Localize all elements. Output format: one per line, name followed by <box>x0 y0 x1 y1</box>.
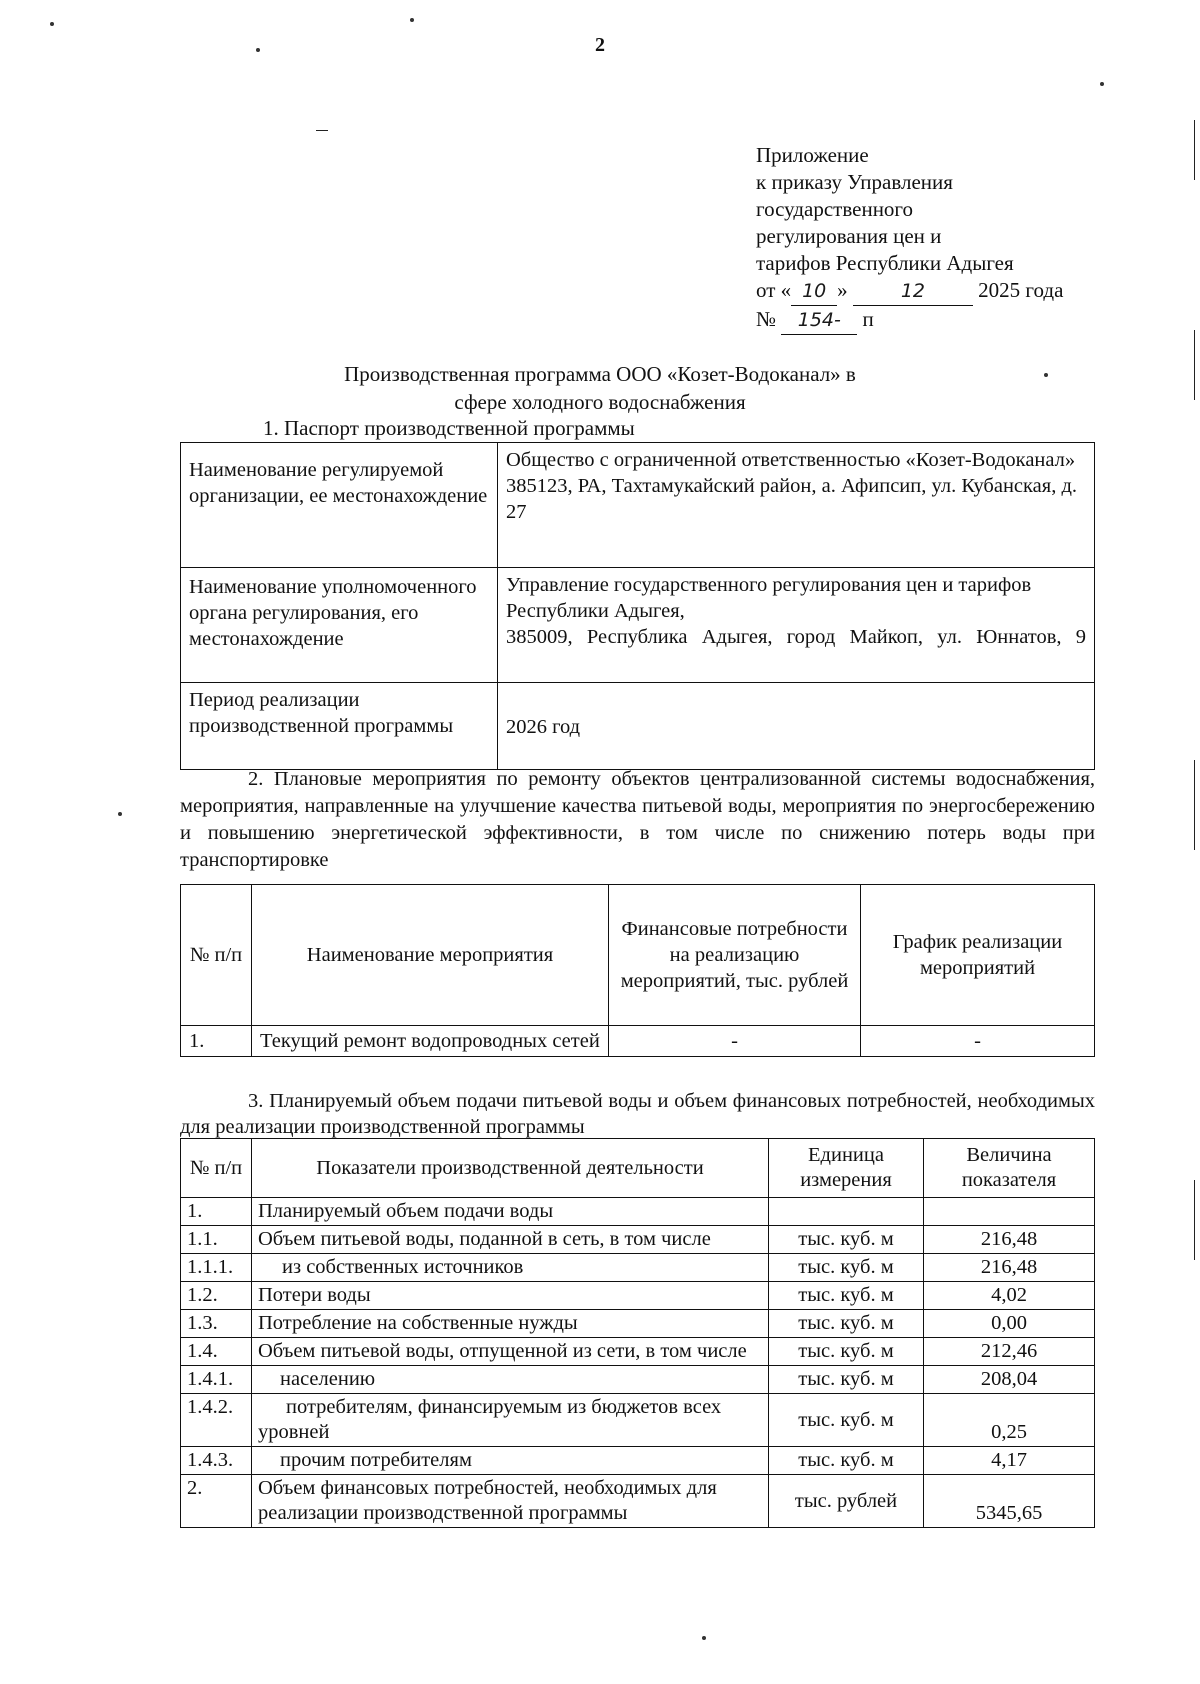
col-header-name: Показатели производственной деятельности <box>252 1139 769 1198</box>
section1-caption: 1. Паспорт производственной программы <box>263 416 635 440</box>
activities-table <box>180 884 1095 1057</box>
cell-num: 1.4.3. <box>181 1447 252 1475</box>
cell-value: 0,25 <box>924 1394 1095 1447</box>
cell-unit: тыс. рублей <box>769 1475 924 1528</box>
date-mid: » <box>837 278 848 302</box>
cell-unit: тыс. куб. м <box>769 1447 924 1475</box>
passport-value <box>498 443 1095 568</box>
cell-num: 2. <box>181 1475 252 1528</box>
appendix-block <box>756 142 1063 335</box>
scan-edge-mark <box>1194 120 1195 180</box>
col-header-finance: Финансовые потребности на реализацию мероприятий, тыс. рублей <box>609 885 861 1026</box>
passport-value-line: Общество с ограниченной ответственностью «Козет-Водоканал» <box>506 449 1076 471</box>
indicators-table <box>180 1138 1095 1528</box>
table-row <box>181 1282 1095 1310</box>
table-row <box>181 1447 1095 1475</box>
col-header-num: № п/п <box>181 885 252 1026</box>
passport-value-line: 2026 год <box>506 716 581 738</box>
scan-edge-mark <box>1194 1180 1195 1260</box>
cell-num: 1. <box>181 1026 252 1057</box>
cell-value: 4,17 <box>924 1447 1095 1475</box>
cell-name: Планируемый объем подачи воды <box>252 1198 769 1226</box>
cell-name: населению <box>252 1366 769 1394</box>
cell-value: 208,04 <box>924 1366 1095 1394</box>
cell-num: 1.2. <box>181 1282 252 1310</box>
scan-speck <box>410 18 414 22</box>
cell-name: из собственных источников <box>252 1254 769 1282</box>
passport-label: Наименование уполномоченного органа регулирования, его местонахождение <box>181 568 498 683</box>
scan-edge-mark <box>1194 760 1195 850</box>
col-header-name: Наименование мероприятия <box>252 885 609 1026</box>
cell-name: Объем финансовых потребностей, необходимых для реализации производственной программы <box>252 1475 769 1528</box>
date-prefix: от « <box>756 278 792 302</box>
cell-num: 1.1.1. <box>181 1254 252 1282</box>
table-row <box>181 1254 1095 1282</box>
cell-value: 0,00 <box>924 1310 1095 1338</box>
cell-value: 216,48 <box>924 1254 1095 1282</box>
cell-value: 216,48 <box>924 1226 1095 1254</box>
program-title-line: Производственная программа ООО «Козет-Водоканал» в <box>344 362 856 386</box>
cell-schedule: - <box>861 1026 1095 1057</box>
passport-value-line: 385009, Республика Адыгея, город Майкоп, ул. Юннатов, 9 <box>506 626 1086 648</box>
cell-unit: тыс. куб. м <box>769 1310 924 1338</box>
program-title-line: сфере холодного водоснабжения <box>454 390 746 414</box>
number-handwritten: 154- <box>781 307 857 335</box>
scan-dash <box>316 130 328 131</box>
cell-name: Текущий ремонт водопроводных сетей <box>252 1026 609 1057</box>
table-row <box>181 1366 1095 1394</box>
table-row <box>181 1026 1095 1057</box>
program-title <box>0 360 1200 416</box>
cell-num: 1.3. <box>181 1310 252 1338</box>
passport-label: Период реализации производственной программы <box>181 683 498 770</box>
appendix-line: Приложение <box>756 143 869 167</box>
table-row <box>181 1394 1095 1447</box>
section2-paragraph: 2. Плановые мероприятия по ремонту объектов централизованной системы водоснабжения, мероприятия, направленные на улучшение качества питьевой воды, мероприятия по энергосбережению и повышению энергетической эффективности, в том числе по снижению потерь воды при транспортировке <box>180 768 1095 871</box>
cell-unit: тыс. куб. м <box>769 1282 924 1310</box>
passport-table <box>180 442 1095 770</box>
cell-name: потребителям, финансируемым из бюджетов всех уровней <box>252 1394 769 1447</box>
appendix-line: регулирования цен и <box>756 224 942 248</box>
table-row <box>181 1475 1095 1528</box>
section3-paragraph: 3. Планируемый объем подачи питьевой воды и объем финансовых потребностей, необходимых для реализации производственной программы <box>180 1090 1095 1138</box>
cell-unit: тыс. куб. м <box>769 1366 924 1394</box>
cell-value: 5345,65 <box>924 1475 1095 1528</box>
section2-text <box>180 766 1095 874</box>
table-row <box>181 443 1095 568</box>
cell-name: Объем питьевой воды, отпущенной из сети, в том числе <box>252 1338 769 1366</box>
table-row <box>181 683 1095 770</box>
appendix-line: тарифов Республики Адыгея <box>756 251 1014 275</box>
cell-num: 1.1. <box>181 1226 252 1254</box>
cell-name: прочим потребителям <box>252 1447 769 1475</box>
table-header-row <box>181 885 1095 1026</box>
cell-value <box>924 1198 1095 1226</box>
cell-num: 1.4.2. <box>181 1394 252 1447</box>
table-row <box>181 1310 1095 1338</box>
number-suffix: п <box>862 307 874 331</box>
appendix-date <box>756 277 1063 306</box>
col-header-num: № п/п <box>181 1139 252 1198</box>
table-row <box>181 1338 1095 1366</box>
appendix-line: к приказу Управления <box>756 170 953 194</box>
date-day-handwritten: 10 <box>791 278 837 306</box>
cell-unit <box>769 1198 924 1226</box>
scan-speck <box>118 812 122 816</box>
cell-unit: тыс. куб. м <box>769 1394 924 1447</box>
col-header-unit: Единица измерения <box>769 1139 924 1198</box>
cell-value: 4,02 <box>924 1282 1095 1310</box>
table-header-row <box>181 1139 1095 1198</box>
scan-speck <box>256 48 260 52</box>
section3-text <box>180 1088 1095 1140</box>
date-year: 2025 года <box>978 278 1064 302</box>
passport-value <box>498 683 1095 770</box>
table-row <box>181 568 1095 683</box>
cell-num: 1. <box>181 1198 252 1226</box>
passport-value <box>498 568 1095 683</box>
number-prefix: № <box>756 307 777 331</box>
passport-value-line: 385123, РА, Тахтамукайский район, а. Афипсип, ул. Кубанская, д. 27 <box>506 475 1078 523</box>
appendix-line: государственного <box>756 197 914 221</box>
col-header-schedule: График реализации мероприятий <box>861 885 1095 1026</box>
cell-name: Потребление на собственные нужды <box>252 1310 769 1338</box>
scan-speck <box>1100 82 1104 86</box>
appendix-number <box>756 306 1063 335</box>
scan-speck <box>50 22 54 26</box>
cell-name: Объем питьевой воды, поданной в сеть, в том числе <box>252 1226 769 1254</box>
cell-num: 1.4. <box>181 1338 252 1366</box>
cell-value: 212,46 <box>924 1338 1095 1366</box>
cell-unit: тыс. куб. м <box>769 1338 924 1366</box>
cell-unit: тыс. куб. м <box>769 1226 924 1254</box>
passport-value-line: Управление государственного регулирования цен и тарифов Республики Адыгея, <box>506 574 1032 622</box>
table-row <box>181 1198 1095 1226</box>
cell-finance: - <box>609 1026 861 1057</box>
col-header-value: Величина показателя <box>924 1139 1095 1198</box>
table-row <box>181 1226 1095 1254</box>
page-number: 2 <box>595 34 605 56</box>
cell-name: Потери воды <box>252 1282 769 1310</box>
passport-label: Наименование регулируемой организации, ее местонахождение <box>181 443 498 568</box>
cell-unit: тыс. куб. м <box>769 1254 924 1282</box>
cell-num: 1.4.1. <box>181 1366 252 1394</box>
date-month-handwritten: 12 <box>853 278 973 306</box>
scan-speck <box>702 1636 706 1640</box>
